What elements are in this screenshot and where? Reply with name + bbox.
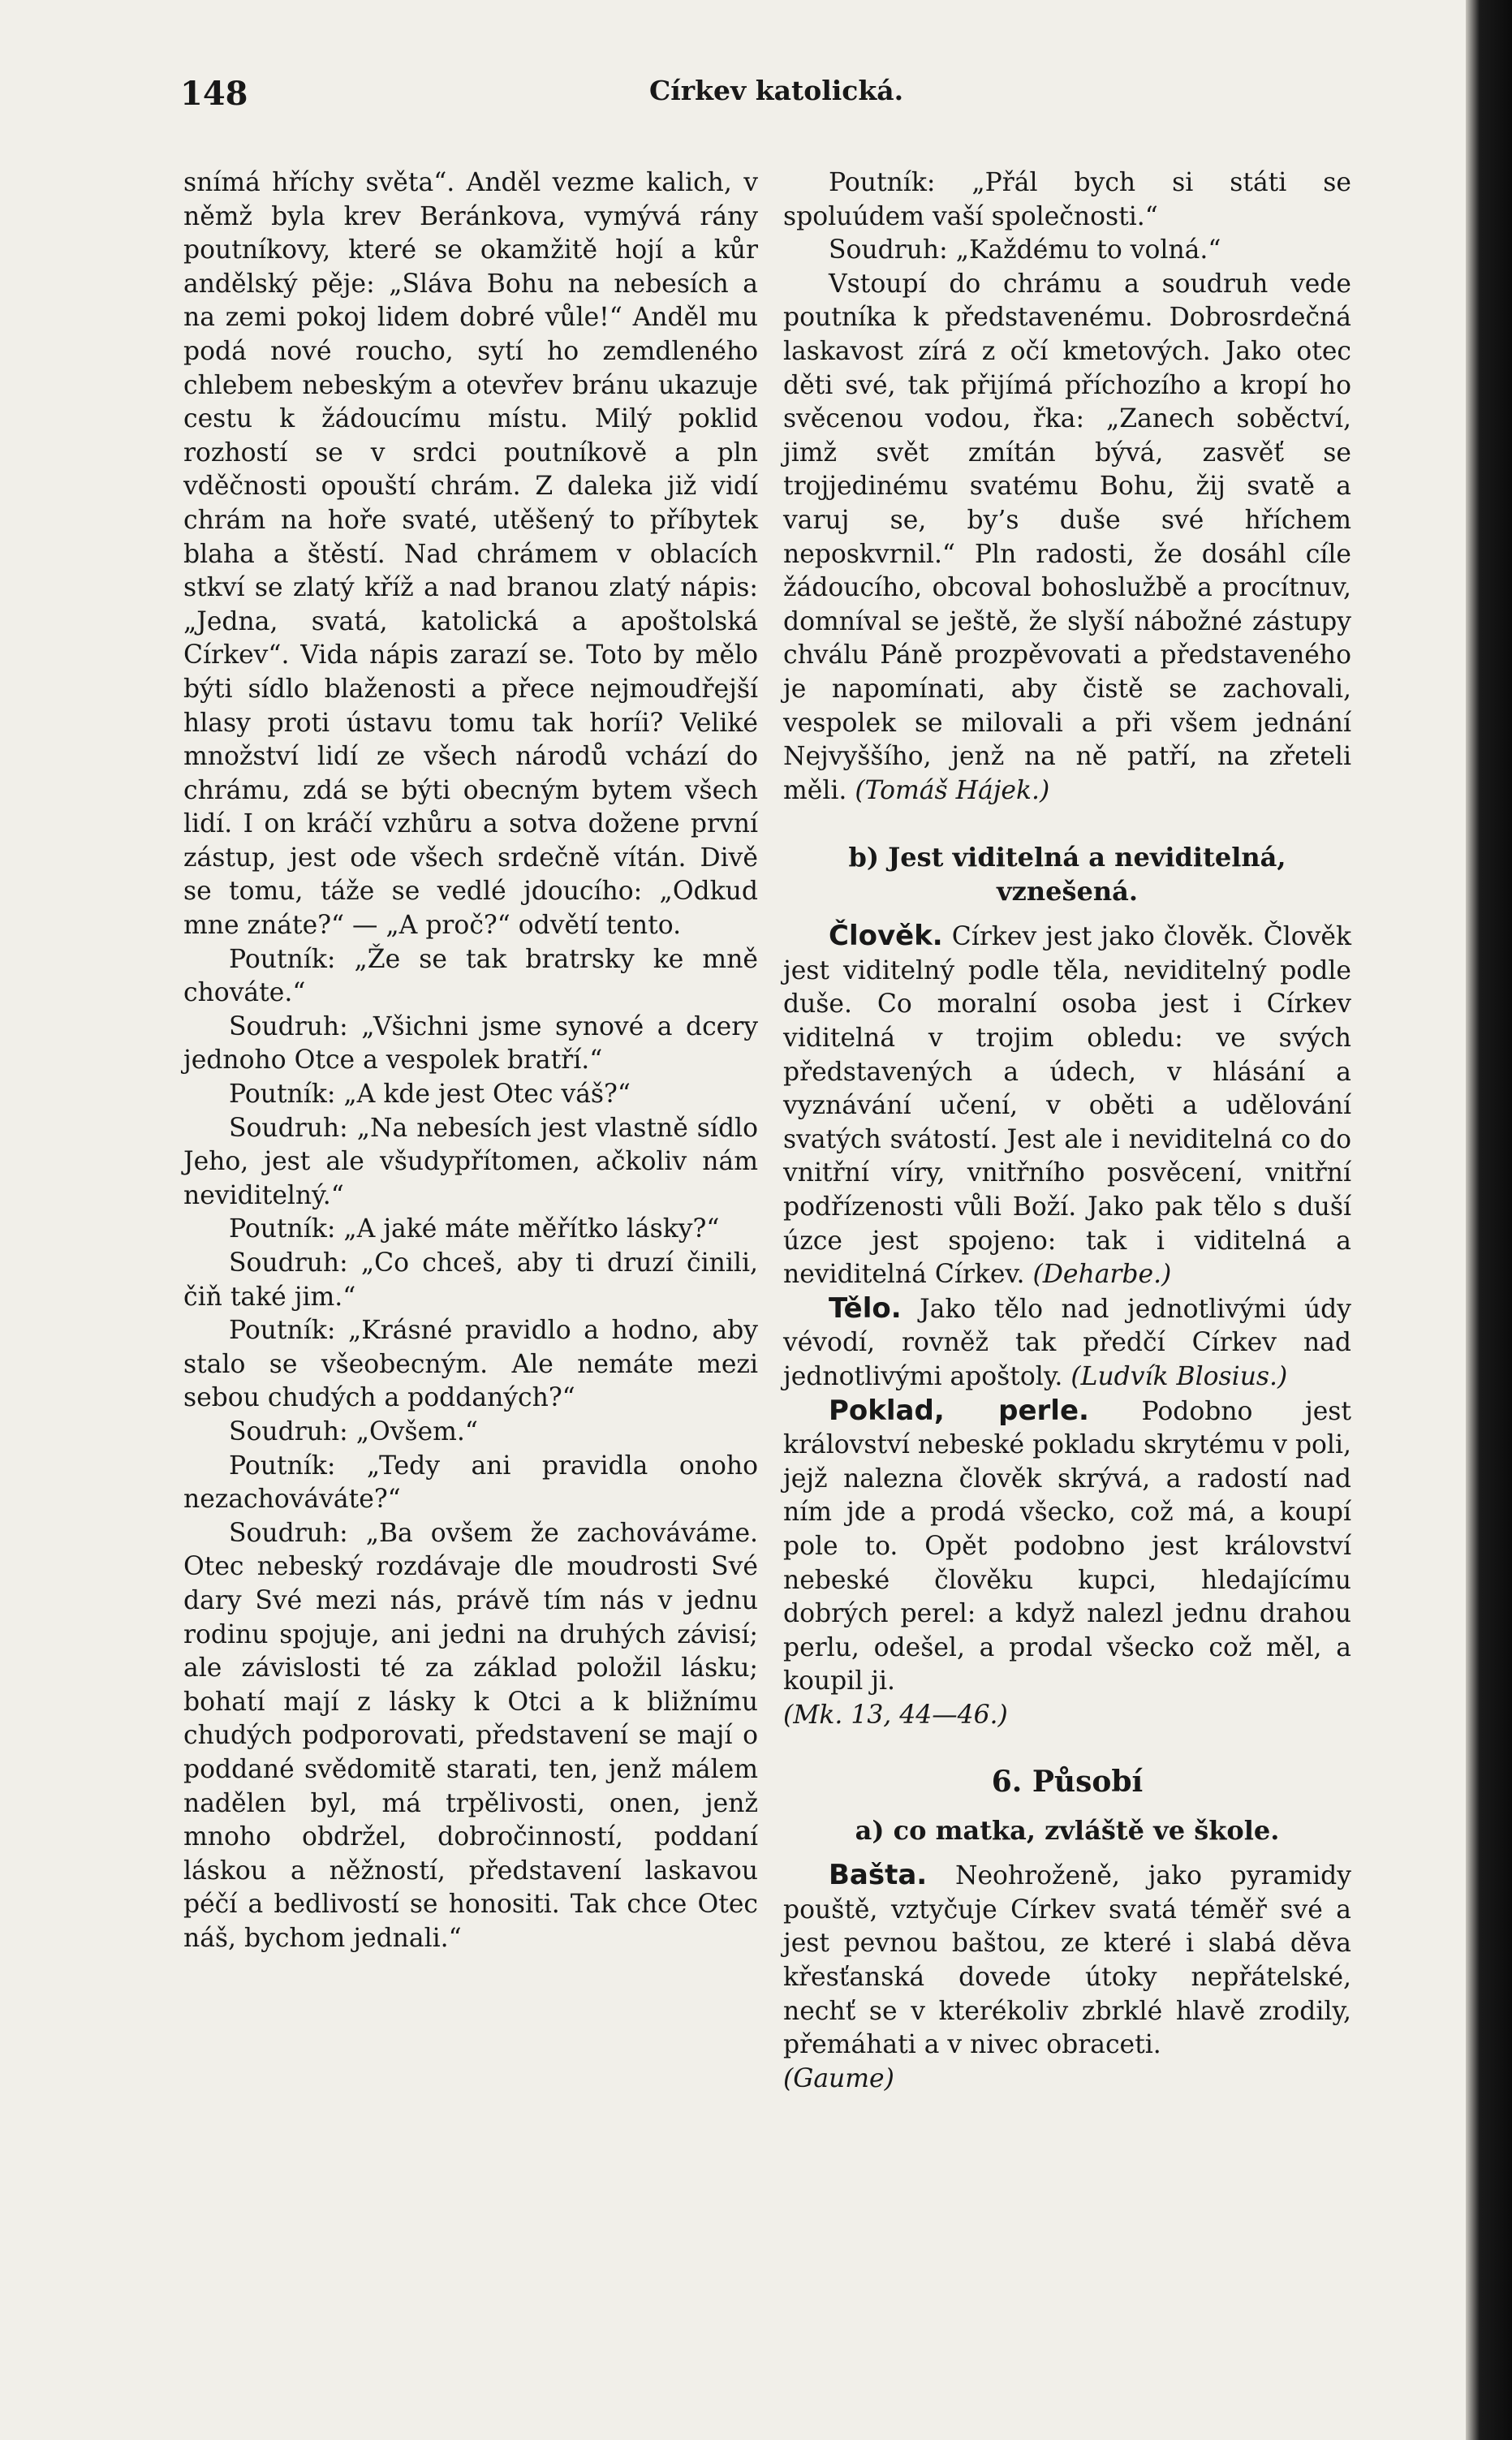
dialogue-line: Soudruh: „Co chceš, aby ti druzí činili, čiň také jim.“: [183, 1248, 758, 1312]
source-citation: (Tomáš Hájek.): [855, 775, 1050, 805]
page-number: 148: [180, 75, 248, 113]
running-title: Církev katolická.: [649, 75, 904, 106]
entry-label: Bašta.: [829, 1859, 928, 1892]
paragraph: [783, 268, 1351, 808]
dialogue-line: Soudruh: „Na nebesích jest vlastně sídlo Jeho, jest ale všudypřítomen, ačkoliv nám neviditelný.“: [183, 1113, 758, 1210]
source-citation: (Gaume): [783, 2063, 894, 2093]
dialogue-line: Poutník: „Že se tak bratrsky ke mně chováte.“: [183, 944, 758, 1008]
dialogue-line: Soudruh: „Ovšem.“: [229, 1416, 478, 1446]
source-citation: (Mk. 13, 44—46.): [783, 1700, 1008, 1730]
entry-poklad: [783, 1395, 1351, 1699]
entry-text: Církev jest jako člověk. Člověk jest viditelný podle těla, neviditelný podle duše. Co moralní osoba jest i Církev viditelná v trojim obledu: ve svých představených a údech, v hlásání a vyznávání učení, v oběti a udělování svatých svátostí. Jest ale i neviditelná co do vnitřní víry, vnitřního posvěcení, vnitřní podřízenosti vůli Boží. Jako pak tělo s duší úzce jest spojeno: tak i viditelná a neviditelná Církev.: [783, 922, 1351, 1290]
dialogue-line: Poutník: „A kde jest Otec váš?“: [229, 1080, 631, 1110]
entry-text: Neohroženě, jako pyramidy pouště, vztyčuje Církev svatá téměř své a jest pevnou baštou, ze které i slabá děva křesťanská dovede útoky nepřátelské, nechť se v kterékoliv zbrklé hlavě zrodily, přemáhati a v nivec obraceti.: [783, 1861, 1351, 2060]
dialogue-line: Poutník: „Tedy ani pravidla onoho nezachováváte?“: [183, 1451, 758, 1515]
page-edge-shadow: [1466, 0, 1512, 2440]
entry-label: Poklad, perle.: [829, 1394, 1089, 1427]
dialogue-line: Soudruh: „Každému to volná.“: [829, 235, 1221, 265]
entry-text: Jako tělo nad jednotlivými údy vévodí, rovněž tak předčí Církev nad jednotlivými apoštoly.: [783, 1294, 1351, 1391]
source-citation: (Deharbe.): [1032, 1260, 1172, 1290]
entry-telo: [783, 1292, 1351, 1395]
subheading-b: b) Jest viditelná a neviditelná, vznešená.: [848, 842, 1286, 907]
entry-text: Podobno jest království nebeské pokladu skrytému v poli, jejž nalezna člověk skrývá, a radostí nad ním jde a prodá všecko, což má, a koupí pole to. Opět podobno jest království nebeské člověku kupci, hledajícímu dobrých perel: a když nalezl jednu drahou perlu, odešel, a prodal všecko což měl, a koupil ji.: [783, 1396, 1352, 1696]
dialogue-line: Poutník: „Přál bych si státi se spoluúdem vaší společnosti.“: [783, 168, 1351, 231]
source-citation: (Ludvík Blosius.): [1070, 1362, 1288, 1391]
entry-basta: [783, 1859, 1351, 2063]
dialogue-line: Soudruh: „Všichni jsme synové a dcery jednoho Otce a vespolek bratří.“: [183, 1011, 758, 1076]
dialogue-line: Soudruh: „Ba ovšem že zachováváme. Otec nebeský rozdávaje dle moudrosti Své dary Své mezi nás, právě tím nás v jednu rodinu spojuje, ani jedni na druhých závisí; ale závislosti té za základ položil lásku; bohatí mají z lásky k Otci a k bližnímu chudých podporovati, představení se mají o poddané svědomitě starati, ten, jenž málem nadělen byl, má trpělivosti, onen, jenž mnoho obdržel, dobročinností, poddaní láskou a něžností, představení laskavou péčí a bedlivostí se honositi. Tak chce Otec náš, bychom jednali.“: [183, 1518, 758, 1953]
paragraph-text: Vstoupí do chrámu a soudruh vede poutníka k představenému. Dobrosrdečná laskavost zírá z očí kmetových. Jako otec děti své, tak přijímá příchozího a kropí ho svěcenou vodou, řka: „Zanech soběctví, jimž svět zmítán bývá, zasvěť se trojjedinému svatému Bohu, žij svatě a varuj se, by’s duše své hříchem neposkvrnil.“ Pln radosti, že dosáhl cíle žádoucího, obcoval bohoslužbě a procítnuv, domníval se ještě, že slyší nábožné zástupy chválu Páně prozpěvovati a představeného je napomínati, aby čistě se zachovali, vespolek se milovali a při všem jednání Nejvyššího, jenž na ně patří, na zřeteli měli.: [783, 269, 1351, 805]
entry-label: Člověk.: [829, 920, 943, 953]
entry-clovek: [783, 920, 1351, 1292]
left-column: [183, 166, 758, 1955]
section-title: 6. Působí: [991, 1764, 1144, 1799]
dialogue-line: Poutník: „A jaké máte měřítko lásky?“: [229, 1214, 720, 1244]
entry-label: Tělo.: [829, 1291, 902, 1325]
paragraph: snímá hříchy světa“. Anděl vezme kalich, v němž byla krev Beránkova, vymývá rány poutníkovy, které se okamžitě hojí a kůr andělský pěje: „Sláva Bohu na nebesích a na zemi pokoj lidem dobré vůle!“ Anděl mu podá nové roucho, sytí ho zemdleného chlebem nebeským a otevřev bránu ukazuje cestu k žádoucímu místu. Milý poklid rozhostí se v srdci poutníkově a pln vděčnosti opouští chrám. Z daleka již vidí chrám na hoře svaté, utěšený to příbytek blaha a štěstí. Nad chrámem v oblacích stkví se zlatý kříž a nad branou zlatý nápis: „Jedna, svatá, katolická a apoštolská Církev“. Vida nápis zarazí se. Toto by mělo býti sídlo blaženosti a přece nejmoudřejší hlasy proti ústavu tomu tak horíi? Veliké množství lidí ze všech národů vchází do chrámu, zdá se býti obecným bytem všech lidí. I on kráčí vzhůru a sotva dožene první zástup, jest ode všech srdečně vítán. Divě se tomu, táže se vedlé jdoucího: „Odkud mne znáte?“ — „A proč?“ odvětí tento.: [183, 168, 758, 941]
subheading-a: a) co matka, zvláště ve škole.: [855, 1815, 1280, 1847]
dialogue-line: Poutník: „Krásné pravidlo a hodno, aby stalo se všeobecným. Ale nemáte mezi sebou chudých a poddaných?“: [183, 1316, 758, 1413]
right-column: [783, 166, 1351, 2096]
